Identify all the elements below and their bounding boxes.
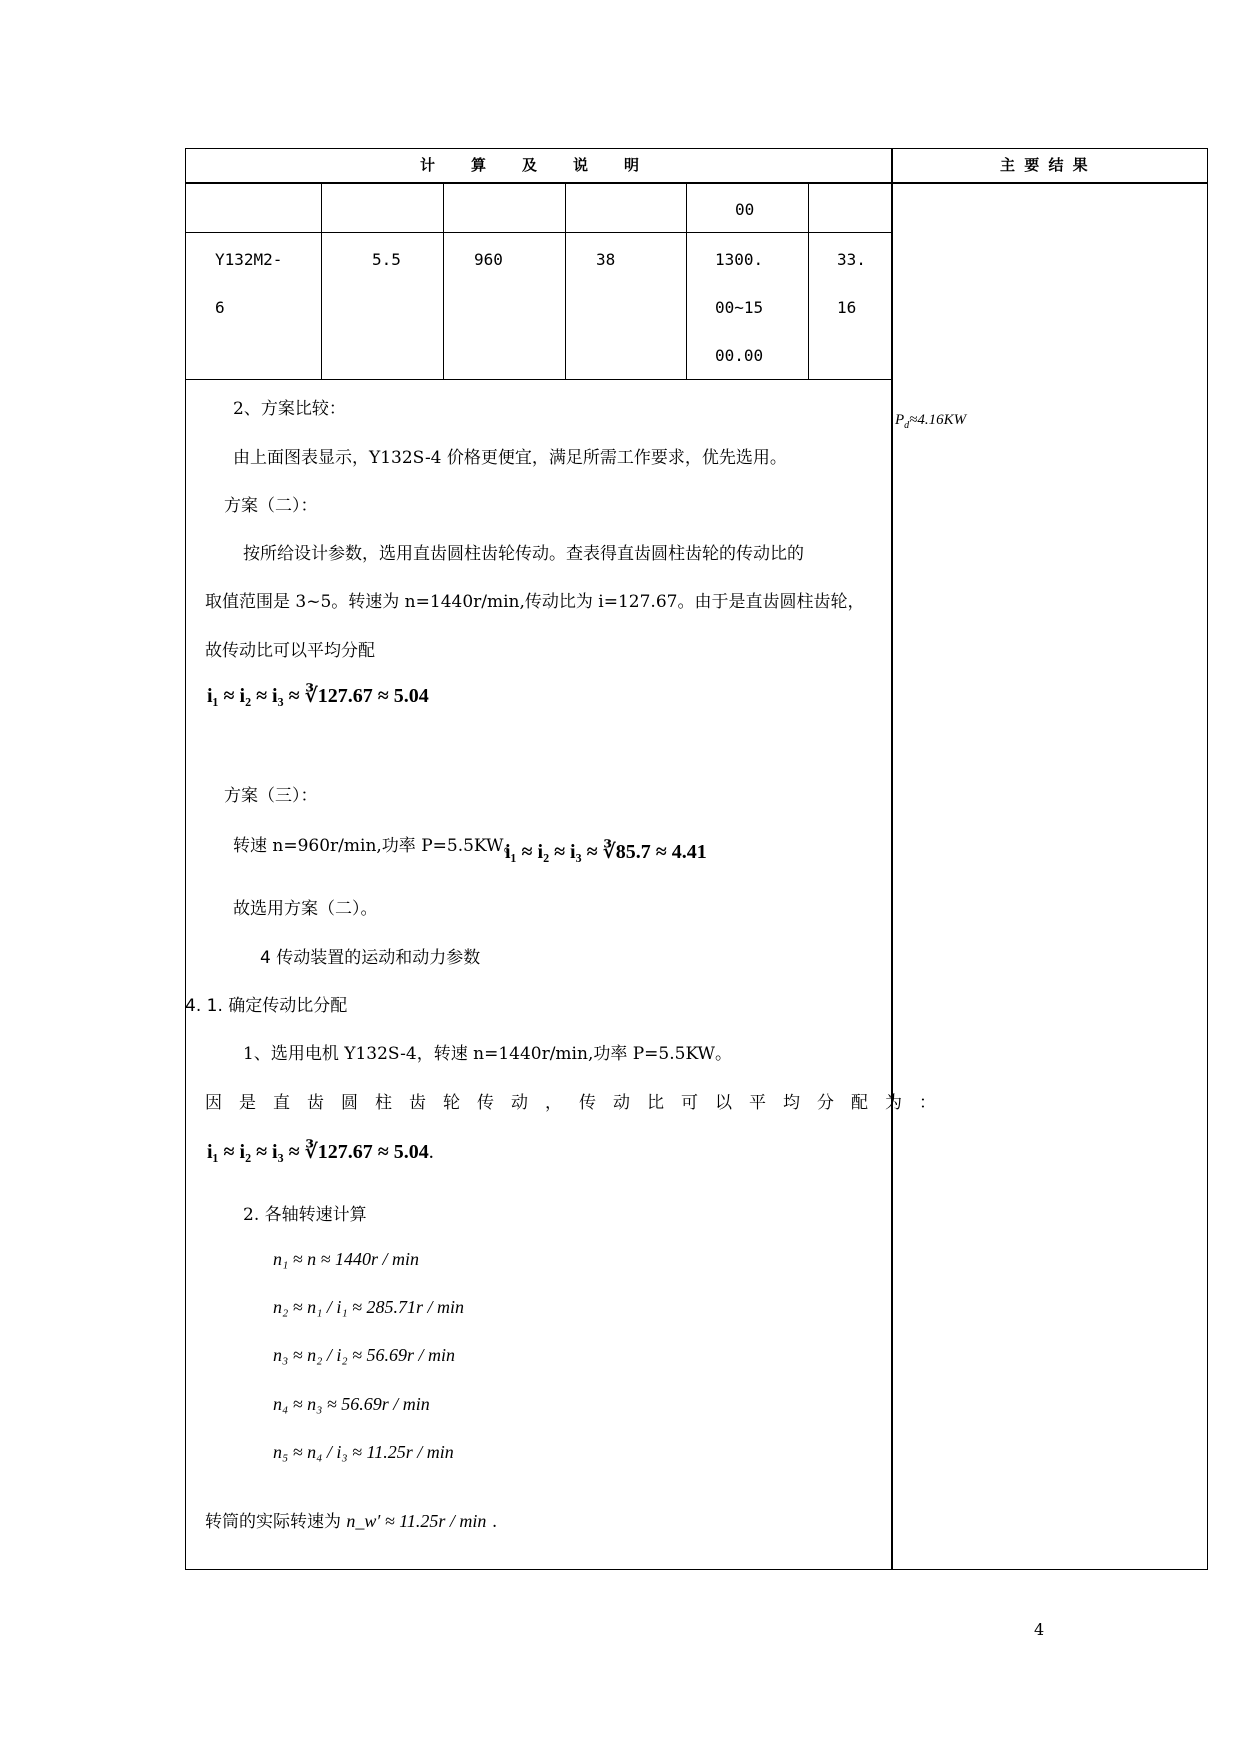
section-title: 4 传动装置的运动和动力参数 [260, 948, 481, 968]
paragraph: 转速 n=960r/min,功率 P=5.5KW。 [233, 836, 521, 856]
paragraph: 转筒的实际转速为 n_w′ ≈ 11.25r / min . [205, 1511, 498, 1532]
table-cell: 00~15 [715, 298, 764, 317]
table-cell: 33. [837, 250, 866, 269]
table-cell: 960 [474, 250, 503, 269]
paragraph: 取值范围是 3~5。转速为 n=1440r/min,传动比为 i=127.67。由于是直齿圆柱齿轮， [205, 592, 865, 612]
table-cell: 5.5 [372, 250, 401, 269]
table-cell: Y132M2- [215, 250, 283, 269]
speed-formula: n₁ ≈ n ≈ 1440r / min [273, 1249, 420, 1269]
paragraph: 故传动比可以平均分配 [205, 641, 375, 661]
speed-formula: n₃ ≈ n₂ / i₂ ≈ 56.69r / min [273, 1345, 456, 1365]
paragraph: 1、选用电机 Y132S-4，转速 n=1440r/min,功率 P=5.5KW。 [243, 1044, 733, 1064]
paragraph: 方案（二）： [224, 496, 318, 516]
header-calc-title: 计 算 及 说 明 [420, 156, 642, 174]
subsection-title: 4. 1. 确定传动比分配 [185, 996, 348, 1016]
paragraph: 2. 各轴转速计算 [243, 1205, 367, 1225]
table-cell: 6 [215, 298, 225, 317]
formula: i₁ ≈ i₂ ≈ i₃ ≈ ∛127.67 ≈ 5.04. [207, 1141, 434, 1163]
table-cell: 38 [596, 250, 616, 269]
drum-speed-formula: n_w′ ≈ 11.25r / min [346, 1511, 487, 1531]
table-cell: 1300. [715, 250, 764, 269]
paragraph: 按所给设计参数，选用直齿圆柱齿轮传动。查表得直齿圆柱齿轮的传动比的 [243, 544, 804, 564]
speed-formula: n₂ ≈ n₁ / i₁ ≈ 285.71r / min [273, 1297, 465, 1317]
table-cell: 16 [837, 298, 857, 317]
speed-formula: n₄ ≈ n₃ ≈ 56.69r / min [273, 1394, 430, 1414]
paragraph: 方案（三）： [224, 786, 318, 806]
section-title: 2、方案比较： [233, 399, 346, 419]
speed-formula: n₅ ≈ n₄ / i₃ ≈ 11.25r / min [273, 1442, 454, 1462]
formula: i₁ ≈ i₂ ≈ i₃ ≈ ∛127.67 ≈ 5.04 [207, 685, 429, 707]
header-result-title: 主 要 结 果 [1000, 156, 1090, 174]
table-cell: 00 [735, 200, 755, 219]
page-number: 4 [1034, 1620, 1045, 1639]
table-cell: 00.00 [715, 346, 764, 365]
result-pd: $P_d\approx 4.16KW$ [895, 412, 967, 431]
paragraph: 由上面图表显示，Y132S-4 价格更便宜，满足所需工作要求，优先选用。 [233, 448, 787, 468]
formula: i₁ ≈ i₂ ≈ i₃ ≈ ∛85.7 ≈ 4.41 [505, 841, 707, 863]
paragraph: 因是直齿圆柱齿轮传动，传动比可以平均分配为： [205, 1093, 953, 1113]
paragraph: 故选用方案（二）。 [233, 899, 378, 919]
